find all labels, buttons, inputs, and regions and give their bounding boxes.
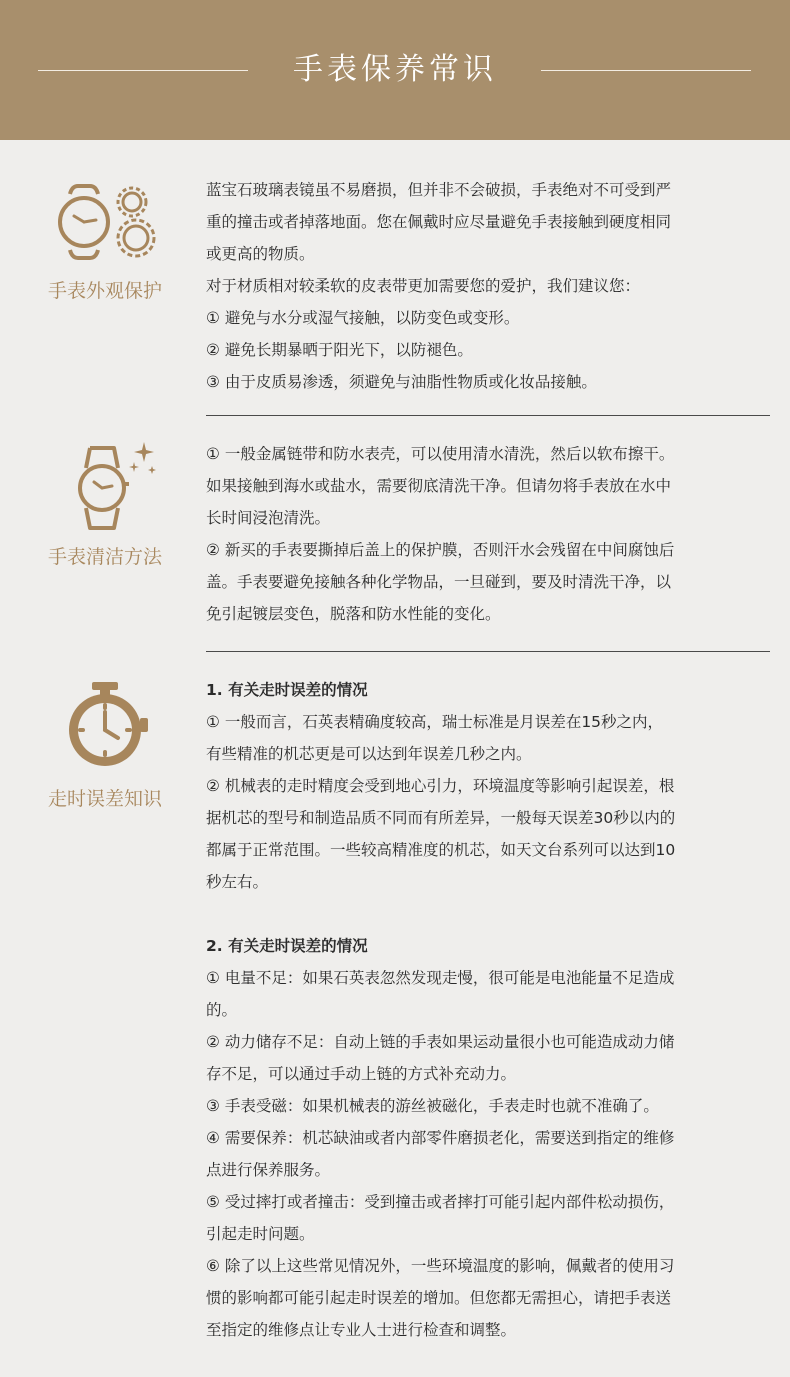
text-line: 免引起镀层变色，脱落和防水性能的变化。	[206, 605, 501, 623]
text-line: ② 机械表的走时精度会受到地心引力，环境温度等影响引起误差，根	[206, 777, 675, 795]
section-cleaning-icon-box	[40, 438, 170, 569]
section-cleaning-label: 手表清洁方法	[47, 546, 162, 568]
text-line: 点进行保养服务。	[206, 1161, 331, 1179]
text-line: 长时间浸泡清洗。	[206, 509, 331, 527]
section-divider	[206, 651, 770, 652]
section-accuracy-text	[206, 674, 772, 1346]
text-line: 至指定的维修点让专业人士进行检查和调整。	[206, 1321, 517, 1339]
text-line: ⑤ 受过摔打或者撞击：受到撞击或者摔打可能引起内部件松动损伤，	[206, 1193, 675, 1211]
text-line: ① 一般金属链带和防水表壳，可以使用清水清洗，然后以软布擦干。	[206, 445, 675, 463]
section-accuracy-icon-box	[40, 680, 170, 811]
text-line: 引起走时问题。	[206, 1225, 315, 1243]
watch-with-gears-icon	[50, 180, 160, 266]
text-line: ① 一般而言，石英表精确度较高，瑞士标准是月误差在15秒之内，	[206, 713, 664, 731]
subheading: 2. 有关走时误差的情况	[206, 937, 368, 955]
section-cleaning-text	[206, 438, 772, 630]
section-accuracy-label: 走时误差知识	[47, 788, 162, 810]
text-line: ③ 手表受磁：如果机械表的游丝被磁化，手表走时也就不准确了。	[206, 1097, 659, 1115]
section-appearance-text	[206, 174, 772, 398]
section-appearance-icon-box	[40, 180, 170, 303]
text-line: ① 电量不足：如果石英表忽然发现走慢，很可能是电池能量不足造成	[206, 969, 675, 987]
text-line: ⑥ 除了以上这些常见情况外，一些环境温度的影响，佩戴者的使用习	[206, 1257, 675, 1275]
header-right-rule	[541, 70, 751, 71]
text-line: ③ 由于皮质易渗透，须避免与油脂性物质或化妆品接触。	[206, 373, 597, 391]
text-line: 存不足，可以通过手动上链的方式补充动力。	[206, 1065, 517, 1083]
text-line: 秒左右。	[206, 873, 269, 891]
text-line: 的。	[206, 1001, 238, 1019]
text-line: 如果接触到海水或盐水，需要彻底清洗干净。但请勿将手表放在水中	[206, 477, 672, 495]
subheading: 1. 有关走时误差的情况	[206, 681, 368, 699]
spacer	[206, 898, 772, 930]
section-appearance-label: 手表外观保护	[47, 280, 162, 302]
text-line: 蓝宝石玻璃表镜虽不易磨损，但并非不会破损，手表绝对不可受到严	[206, 181, 672, 199]
text-line: 据机芯的型号和制造品质不同而有所差异，一般每天误差30秒以内的	[206, 809, 676, 827]
text-line: ② 新买的手表要撕掉后盖上的保护膜，否则汗水会残留在中间腐蚀后	[206, 541, 675, 559]
text-line: ② 避免长期暴晒于阳光下，以防褪色。	[206, 341, 473, 359]
text-line: 盖。手表要避免接触各种化学物品，一旦碰到，要及时清洗干净，以	[206, 573, 672, 591]
page-header	[0, 0, 790, 140]
text-line: 或更高的物质。	[206, 245, 315, 263]
section-divider	[206, 415, 770, 416]
text-line: 重的撞击或者掉落地面。您在佩戴时应尽量避免手表接触到硬度相同	[206, 213, 672, 231]
text-line: 有些精准的机芯更是可以达到年误差几秒之内。	[206, 745, 532, 763]
text-line: ① 避免与水分或湿气接触，以防变色或变形。	[206, 309, 520, 327]
text-line: 对于材质相对较柔软的皮表带更加需要您的爱护，我们建议您：	[206, 277, 641, 295]
text-line: ② 动力储存不足：自动上链的手表如果运动量很小也可能造成动力储	[206, 1033, 675, 1051]
text-line: 都属于正常范围。一些较高精准度的机芯，如天文台系列可以达到10	[206, 841, 676, 859]
sparkling-watch-icon	[50, 438, 160, 534]
clock-icon	[60, 680, 150, 770]
text-line: 惯的影响都可能引起走时误差的增加。但您都无需担心，请把手表送	[206, 1289, 672, 1307]
page-title: 手表保养常识	[293, 52, 497, 87]
text-line: ④ 需要保养：机芯缺油或者内部零件磨损老化，需要送到指定的维修	[206, 1129, 675, 1147]
